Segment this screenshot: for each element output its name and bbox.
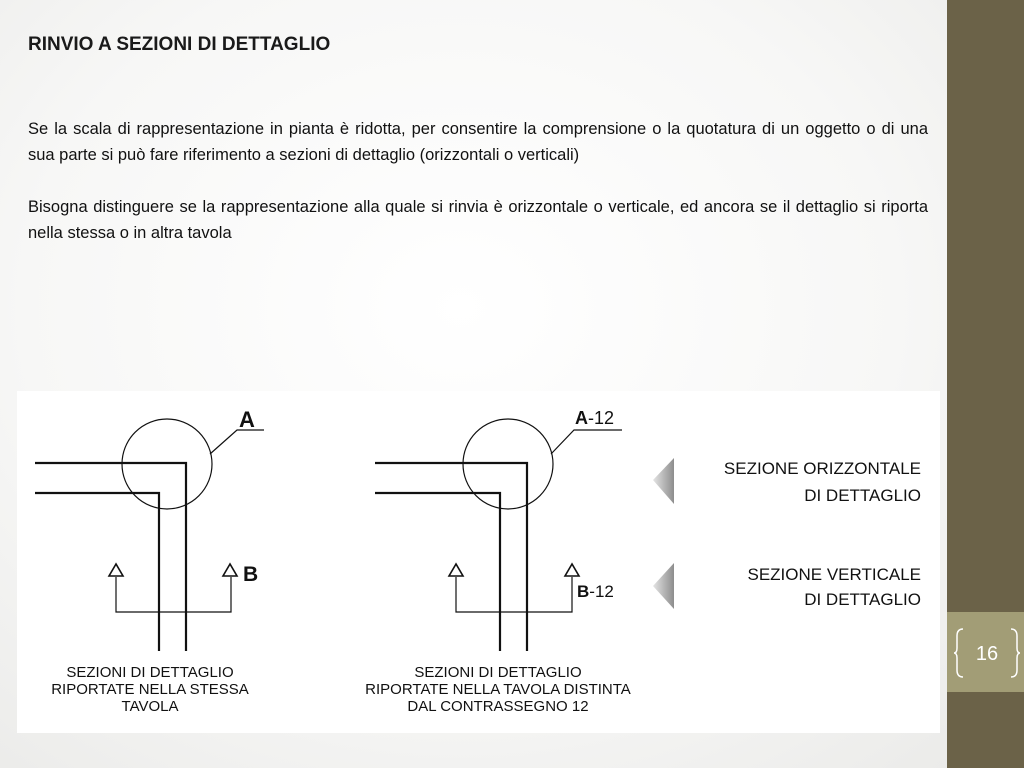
- legend-label: DI DETTAGLIO: [804, 590, 921, 609]
- circle-label-a: A: [575, 408, 588, 428]
- caption-line: SEZIONI DI DETTAGLIO: [414, 664, 582, 681]
- caption-line: TAVOLA: [121, 698, 179, 715]
- section-line: [116, 577, 231, 612]
- triangle-arrow-icon: [653, 458, 674, 504]
- legend-label: SEZIONE ORIZZONTALE: [723, 459, 921, 478]
- body-paragraph: Se la scala di rappresentazione in pianta è ridotta, per consentire la comprensione o la quotatura di un oggetto o di una sua parte si può fare riferimento a sezioni di dettaglio (orizzontali o verticali): [28, 120, 928, 164]
- page-number: 16: [975, 643, 999, 665]
- sheet-reference: -12: [589, 582, 614, 601]
- detail-sections-figure: [17, 391, 940, 733]
- wall-inner-line: [35, 493, 159, 651]
- svg-text:A-12: [575, 408, 614, 428]
- caption-line: SEZIONI DI DETTAGLIO: [66, 664, 234, 681]
- section-arrow-icon: [449, 564, 463, 576]
- section-arrow-icon: [109, 564, 123, 576]
- svg-text:B-12: [577, 582, 614, 601]
- left-detail-drawing: [35, 419, 264, 651]
- wall-inner-line: [375, 493, 500, 651]
- right-detail-drawing: [375, 419, 622, 651]
- slide-title: RINVIO A SEZIONI DI DETTAGLIO: [28, 34, 331, 55]
- section-label-b: B: [577, 582, 590, 601]
- slide-body: [28, 116, 928, 272]
- body-paragraph: Bisogna distinguere se la rappresentazione alla quale si rinvia è orizzontale o verticale, ed ancora se il dettaglio si riporta nella stessa o in altra tavola: [28, 198, 928, 242]
- wall-outer-line: [375, 463, 527, 651]
- caption-line: DAL CONTRASSEGNO 12: [407, 698, 589, 715]
- leader-line: [210, 430, 264, 454]
- leader-line: [551, 430, 622, 454]
- circle-label-a: A: [239, 407, 255, 432]
- wall-outer-line: [35, 463, 186, 651]
- legend-label: DI DETTAGLIO: [804, 486, 921, 505]
- section-label-b: B: [243, 563, 259, 586]
- section-arrow-icon: [565, 564, 579, 576]
- section-line: [456, 577, 572, 612]
- sheet-reference: -12: [588, 408, 615, 428]
- section-arrow-icon: [223, 564, 237, 576]
- legend-label: SEZIONE VERTICALE: [747, 565, 921, 584]
- caption-line: RIPORTATE NELLA TAVOLA DISTINTA: [365, 681, 631, 698]
- triangle-arrow-icon: [653, 563, 674, 609]
- caption-line: RIPORTATE NELLA STESSA: [51, 681, 249, 698]
